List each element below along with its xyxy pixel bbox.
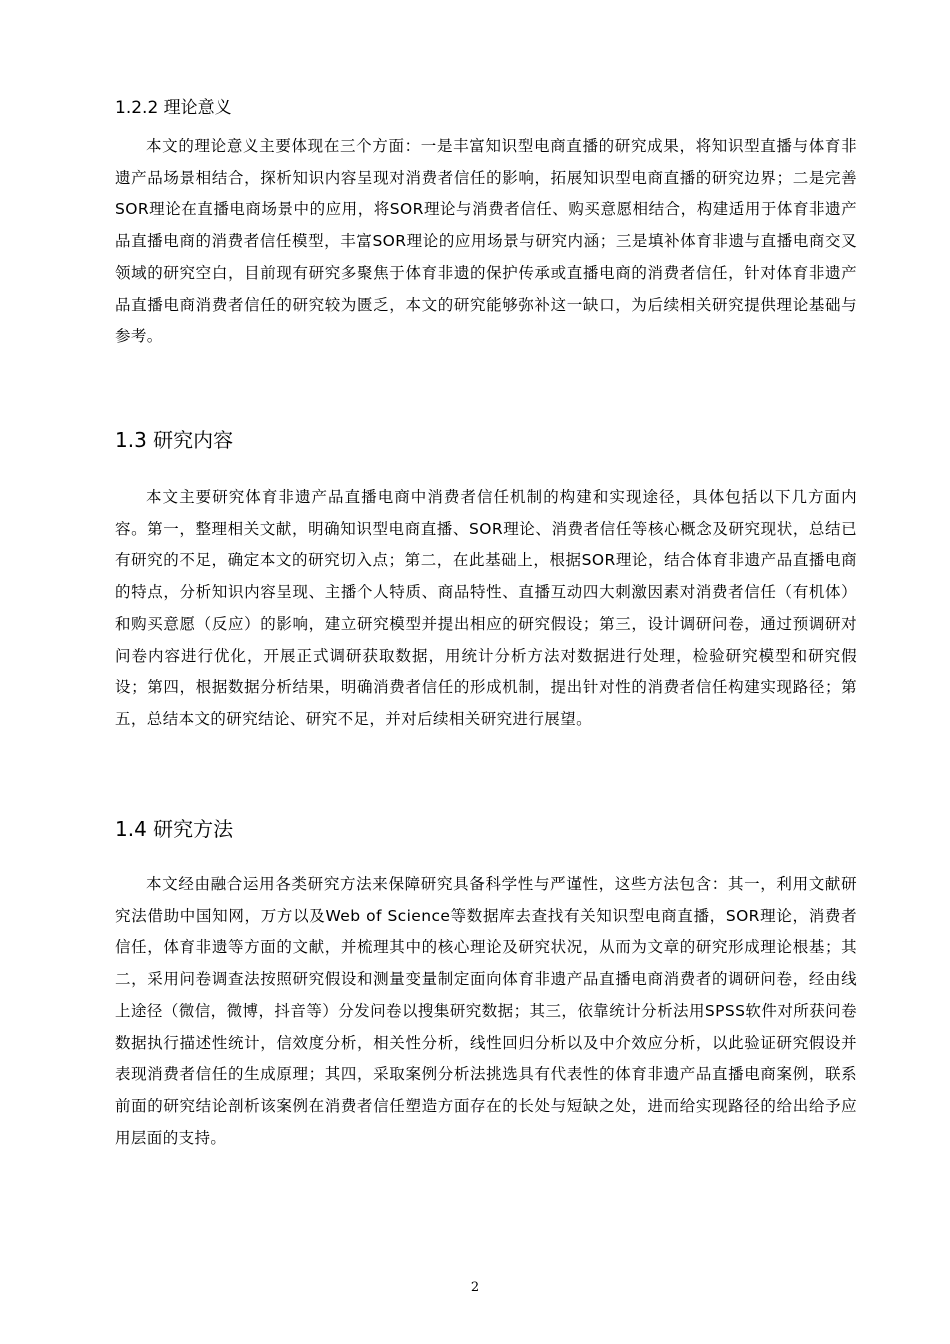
section-heading-research-content: 1.3 研究内容 xyxy=(115,428,234,452)
paragraph-research-methods: 本文经由融合运用各类研究方法来保障研究具备科学性与严谨性，这些方法包含：其一，利用文献研究法借助中国知网，万方以及Web of Science等数据库去查找有关知识型电商直播，SOR理论，消费者信任，体育非遗等方面的文献，并梳理其中的核心理论及研究状况，从而为文章的研究形成理论根基；其二，采用问卷调查法按照研究假设和测量变量制定面向体育非遗产品直播电商消费者的调研问卷，经由线上途径（微信，微博，抖音等）分发问卷以搜集研究数据；其三，依靠统计分析法用SPSS软件对所获问卷数据执行描述性统计，信效度分析，相关性分析，线性回归分析以及中介效应分析，以此验证研究假设并表现消费者信任的生成原理；其四，采取案例分析法挑选具有代表性的体育非遗产品直播电商案例，联系前面的研究结论剖析该案例在消费者信任塑造方面存在的长处与短缺之处，进而给实现路径的给出给予应用层面的支持。 xyxy=(115,875,857,1147)
page-number: 2 xyxy=(470,1280,480,1295)
section-heading-theoretical-significance: 1.2.2 理论意义 xyxy=(115,98,232,118)
paragraph-theoretical-significance: 本文的理论意义主要体现在三个方面：一是丰富知识型电商直播的研究成果，将知识型直播与体育非遗产品场景相结合，探析知识内容呈现对消费者信任的影响，拓展知识型电商直播的研究边界；二是完善SOR理论在直播电商场景中的应用，将SOR理论与消费者信任、购买意愿相结合，构建适用于体育非遗产品直播电商的消费者信任模型，丰富SOR理论的应用场景与研究内涵；三是填补体育非遗与直播电商交叉领域的研究空白，目前现有研究多聚焦于体育非遗的保护传承或直播电商的消费者信任，针对体育非遗产品直播电商消费者信任的研究较为匮乏，本文的研究能够弥补这一缺口，为后续相关研究提供理论基础与参考。 xyxy=(115,137,857,346)
section-heading-research-methods: 1.4 研究方法 xyxy=(115,817,234,841)
paragraph-research-content: 本文主要研究体育非遗产品直播电商中消费者信任机制的构建和实现途径，具体包括以下几方面内容。第一，整理相关文献，明确知识型电商直播、SOR理论、消费者信任等核心概念及研究现状，总结已有研究的不足，确定本文的研究切入点；第二，在此基础上，根据SOR理论，结合体育非遗产品直播电商的特点，分析知识内容呈现、主播个人特质、商品特性、直播互动四大刺激因素对消费者信任（有机体）和购买意愿（反应）的影响，建立研究模型并提出相应的研究假设；第三，设计调研问卷，通过预调研对问卷内容进行优化，开展正式调研获取数据，用统计分析方法对数据进行处理，检验研究模型和研究假设；第四，根据数据分析结果，明确消费者信任的形成机制，提出针对性的消费者信任构建实现路径；第五，总结本文的研究结论、研究不足，并对后续相关研究进行展望。 xyxy=(115,488,857,728)
